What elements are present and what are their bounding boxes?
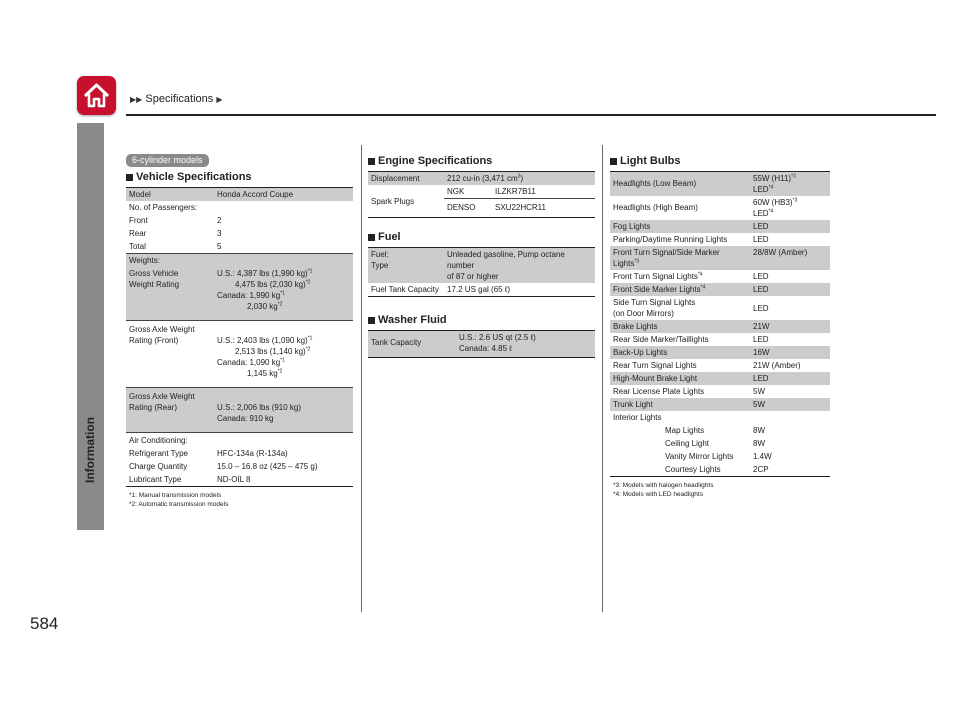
- table-row: Fuel: Type Unleaded gasoline, Pump octane number of 87 or higher: [368, 248, 595, 284]
- table-row: Front Side Marker Lights$^{*4}$ LED: [610, 283, 830, 296]
- table-row: Front Turn Signal Lights$^{*4}$ LED: [613, 271, 769, 281]
- engine-specs-column: [368, 154, 595, 358]
- table-row: Side Turn Signal Lights (on Door Mirrors) LED: [613, 298, 769, 318]
- table-row: Air Conditioning:: [126, 433, 353, 448]
- section-label: Information: [83, 417, 97, 483]
- table-row: High-Mount Brake Light LED: [610, 372, 830, 385]
- square-bullet-icon: [610, 158, 617, 165]
- breadcrumb-label: Specifications: [145, 93, 214, 105]
- light-bulbs-table: [610, 171, 830, 477]
- footnotes: *3: Models with halogen headlights *4: Models with LED headlights: [613, 482, 714, 498]
- table-row: Total 5: [129, 242, 222, 251]
- square-bullet-icon: [368, 317, 375, 324]
- table-row: Ceiling Light 8W: [665, 439, 765, 448]
- table-row: Refrigerant Type HFC-134a (R-134a): [129, 449, 288, 458]
- table-row: Tank Capacity U.S.: 2.6 US qt (2.5 ℓ) Canada: 4.85 ℓ: [368, 331, 595, 358]
- table-row: Charge Quantity 15.0 – 16.8 oz (425 – 475 g): [129, 462, 318, 471]
- square-bullet-icon: [368, 234, 375, 241]
- light-bulbs-column: [610, 154, 830, 499]
- section-title: Fuel: [368, 232, 595, 243]
- table-row: Front 2: [129, 216, 222, 225]
- breadcrumb[interactable]: [130, 93, 222, 105]
- model-tag: 6-cylinder models: [126, 154, 209, 167]
- table-row: Gross Axle Weight Rating (Rear) U.S.: 2,006 lbs (910 kg) Canada: 910 kg: [126, 388, 353, 433]
- table-row: Headlights (Low Beam) 55W $(H11)^{*3}$ LED$^{*4}$: [610, 172, 830, 197]
- table-row: Rear 3: [129, 229, 222, 238]
- page-number: 584: [30, 614, 59, 633]
- square-bullet-icon: [126, 174, 133, 181]
- section-title: Light Bulbs: [610, 156, 830, 167]
- header-rule: [126, 114, 936, 116]
- table-row: Trunk Light 5W: [610, 398, 830, 411]
- section-title: Engine Specifications: [368, 156, 595, 167]
- table-row: Displacement 212 cu-in (3,471 $cm^3$): [368, 172, 595, 186]
- fuel-table: [368, 247, 595, 297]
- table-row: Brake Lights 21W: [610, 320, 830, 333]
- home-button[interactable]: [77, 76, 116, 115]
- table-row: Gross Vehicle Weight Rating U.S.: 4,387 lbs (1,990 kg)$^{*1}$ 4,475 lbs (2,030 kg)$^{*2}$ Canada: 1,990 $kg^{*1}$ 2,030 $kg^{*2}$: [126, 267, 353, 321]
- square-bullet-icon: [368, 158, 375, 165]
- table-row: Headlights (High Beam) 60W $(HB3)^{*3}$ LED$^{*4}$: [613, 197, 798, 218]
- table-row: Vanity Mirror Lights 1.4W: [665, 452, 772, 461]
- table-row: Front Turn Signal/Side Marker Lights$^{*3}$ 28/8W (Amber): [610, 246, 830, 270]
- table-row: Weights:: [126, 254, 353, 268]
- table-row: Rear Turn Signal Lights 21W (Amber): [613, 361, 801, 370]
- section-title: Washer Fluid: [368, 315, 595, 326]
- column-divider: [602, 145, 603, 612]
- table-row: Courtesy Lights 2CP: [665, 465, 769, 474]
- table-row: Back-Up Lights 16W: [610, 346, 830, 359]
- table-row: Map Lights 8W: [665, 426, 765, 435]
- vehicle-specs-column: [126, 154, 353, 509]
- column-divider: [361, 145, 362, 612]
- home-icon: [82, 81, 111, 110]
- engine-specs-table: [368, 171, 595, 218]
- table-row: Model Honda Accord Coupe: [126, 188, 353, 202]
- table-row: Spark Plugs NGK ILZKR7B11: [368, 185, 595, 199]
- table-row: Interior Lights: [613, 413, 662, 422]
- table-row: No. of Passengers:: [129, 203, 198, 212]
- chevron-right-icon: ▶: [216, 95, 223, 104]
- table-row: Parking/Daytime Running Lights LED: [613, 235, 769, 244]
- table-row: Fuel Tank Capacity 17.2 US gal (65 ℓ): [371, 285, 511, 294]
- table-row: DENSO SXU22HCR11: [447, 203, 546, 212]
- footnotes: *1: Manual transmission models *2: Automatic transmission models: [129, 492, 229, 508]
- section-title: Vehicle Specifications: [126, 172, 353, 183]
- chevron-right-icon: ▶▶: [130, 95, 143, 104]
- table-row: Rear Side Marker/Taillights LED: [613, 335, 769, 344]
- vehicle-specs-table: [126, 187, 353, 487]
- table-row: Rear License Plate Lights 5W: [613, 387, 765, 396]
- table-row: Gross Axle Weight Rating (Front) U.S.: 2,403 lbs (1,090 kg)$^{*1}$ 2,513 lbs (1,140 kg)$^{*2}$ Canada: 1,090 $kg^{*1}$ 1,145 $kg^{*2}$: [126, 321, 353, 388]
- washer-table: [368, 330, 595, 358]
- table-row: Lubricant Type ND-OIL 8: [129, 475, 251, 484]
- table-row: Fog Lights LED: [610, 220, 830, 233]
